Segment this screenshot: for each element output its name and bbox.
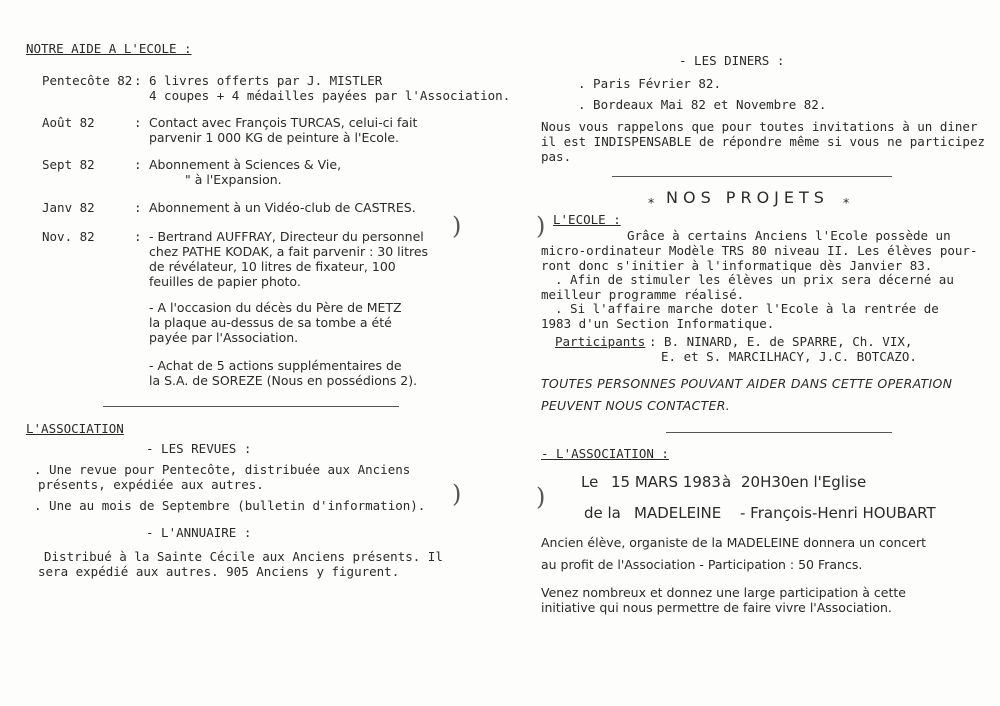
- ecole-line: 1983 d'un Section Informatique.: [541, 316, 775, 331]
- entry-line: 6 livres offerts par J. MISTLER: [149, 73, 383, 88]
- entry-date: Janv 82: [42, 200, 95, 215]
- nov-extra-line: la S.A. de SOREZE (Nous en possédions 2).: [149, 373, 418, 388]
- section-divider: [103, 406, 399, 407]
- appeal-line: PEUVENT NOUS CONTACTER.: [541, 398, 731, 413]
- association-right-heading: - L'ASSOCIATION :: [541, 446, 669, 461]
- ecole-line: . Afin de stimuler les élèves un prix sera décerné au: [555, 272, 954, 287]
- closing-line: Venez nombreux et donnez une large participation à cette: [541, 585, 906, 600]
- revues-line: présents, expédiée aux autres.: [38, 477, 264, 492]
- participants-label: Participants: [555, 334, 646, 349]
- concert-word: de la: [584, 504, 621, 522]
- concert-time: 20H30: [741, 473, 791, 491]
- entry-line: - Bertrand AUFFRAY, Directeur du personnel: [149, 229, 424, 244]
- nov-extra-line: payée par l'Association.: [149, 330, 299, 345]
- diners-heading: - LES DINERS :: [679, 53, 785, 68]
- ecole-line: ront donc s'initier à l'informatique dès Janvier 83.: [541, 258, 933, 273]
- entry-line: de révélateur, 10 litres de fixateur, 100: [149, 259, 396, 274]
- annuaire-heading: - L'ANNUAIRE :: [146, 525, 252, 540]
- appeal-line: TOUTES PERSONNES POUVANT AIDER DANS CETTE OPERATION: [541, 376, 953, 391]
- annuaire-line: sera expédié aux autres. 905 Anciens y figurent.: [38, 564, 400, 579]
- entry-colon: :: [134, 200, 142, 215]
- entry-line: chez PATHE KODAK, a fait parvenir : 30 litres: [149, 244, 429, 259]
- ecole-heading: L'ECOLE :: [553, 212, 621, 227]
- entry-line: Abonnement à un Vidéo-club de CASTRES.: [149, 200, 416, 215]
- entry-date: Nov. 82: [42, 229, 95, 244]
- entry-line: Abonnement à Sciences & Vie,: [149, 157, 342, 172]
- nov-extra-line: - A l'occasion du décès du Père de METZ: [149, 300, 402, 315]
- entry-date: Sept 82: [42, 157, 95, 172]
- concert-organist: - François-Henri HOUBART: [740, 504, 936, 522]
- entry-line: feuilles de papier photo.: [149, 274, 301, 289]
- concert-venue: MADELEINE: [634, 504, 722, 522]
- concert-date: 15 MARS 1983: [611, 473, 721, 491]
- association-heading: L'ASSOCIATION: [26, 421, 124, 436]
- entry-colon: :: [134, 229, 142, 244]
- aide-heading: NOTRE AIDE A L'ECOLE :: [26, 41, 192, 56]
- ecole-line: micro-ordinateur Modèle TRS 80 niveau II. Les élèves pour-: [541, 243, 978, 258]
- entry-date: Août 82: [42, 115, 95, 130]
- participants-line: E. et S. MARCILHACY, J.C. BOTCAZO.: [661, 349, 917, 364]
- concert-line: Ancien élève, organiste de la MADELEINE donnera un concert: [541, 535, 927, 550]
- concert-line: au profit de l'Association - Participation : 50 Francs.: [541, 557, 863, 572]
- projets-star: *: [648, 195, 655, 210]
- nov-extra-line: - Achat de 5 actions supplémentaires de: [149, 358, 402, 373]
- diners-note-line: pas.: [541, 149, 572, 164]
- diners-line: . Bordeaux Mai 82 et Novembre 82.: [578, 97, 827, 112]
- diners-note-line: Nous vous rappelons que pour toutes invitations à un diner: [541, 119, 978, 134]
- projets-heading: NOS PROJETS: [666, 188, 829, 207]
- annuaire-line: Distribué à la Sainte Cécile aux Anciens présents. Il: [44, 549, 443, 564]
- nov-extra-line: la plaque au-dessus de sa tombe a été: [149, 315, 392, 330]
- entry-line: 4 coupes + 4 médailles payées par l'Association.: [149, 88, 511, 103]
- pen-mark: ): [536, 483, 546, 511]
- revues-line: . Une au mois de Septembre (bulletin d'information).: [34, 498, 426, 513]
- entry-date: Pentecôte 82: [42, 73, 133, 88]
- entry-line: parvenir 1 000 KG de peinture à l'Ecole.: [149, 130, 400, 145]
- concert-word: à: [722, 473, 732, 491]
- pen-mark: ): [452, 480, 462, 508]
- participants-line: : B. NINARD, E. de SPARRE, Ch. VIX,: [649, 334, 913, 349]
- entry-line: Contact avec François TURCAS, celui-ci fait: [149, 115, 418, 130]
- entry-colon: :: [134, 157, 142, 172]
- entry-colon: :: [134, 115, 142, 130]
- closing-line: initiative qui nous permettre de faire vivre l'Association.: [541, 600, 892, 615]
- section-divider: [612, 176, 892, 177]
- ecole-line: meilleur programme réalisé.: [541, 287, 745, 302]
- revues-heading: - LES REVUES :: [146, 441, 252, 456]
- ecole-line: . Si l'affaire marche doter l'Ecole à la rentrée de: [555, 301, 939, 316]
- pen-mark: ): [536, 212, 546, 240]
- revues-line: . Une revue pour Pentecôte, distribuée aux Anciens: [34, 462, 411, 477]
- concert-word: en l'Eglise: [790, 473, 867, 491]
- diners-line: . Paris Février 82.: [578, 76, 721, 91]
- projets-star: *: [843, 195, 850, 210]
- pen-mark: ): [452, 212, 462, 240]
- entry-colon: :: [134, 73, 142, 88]
- section-divider: [666, 432, 892, 433]
- entry-line: " à l'Expansion.: [185, 172, 282, 187]
- concert-word: Le: [581, 473, 599, 491]
- diners-note-line: il est INDISPENSABLE de répondre même si vous ne participez: [541, 134, 986, 149]
- ecole-line: Grâce à certains Anciens l'Ecole possède un: [627, 228, 951, 243]
